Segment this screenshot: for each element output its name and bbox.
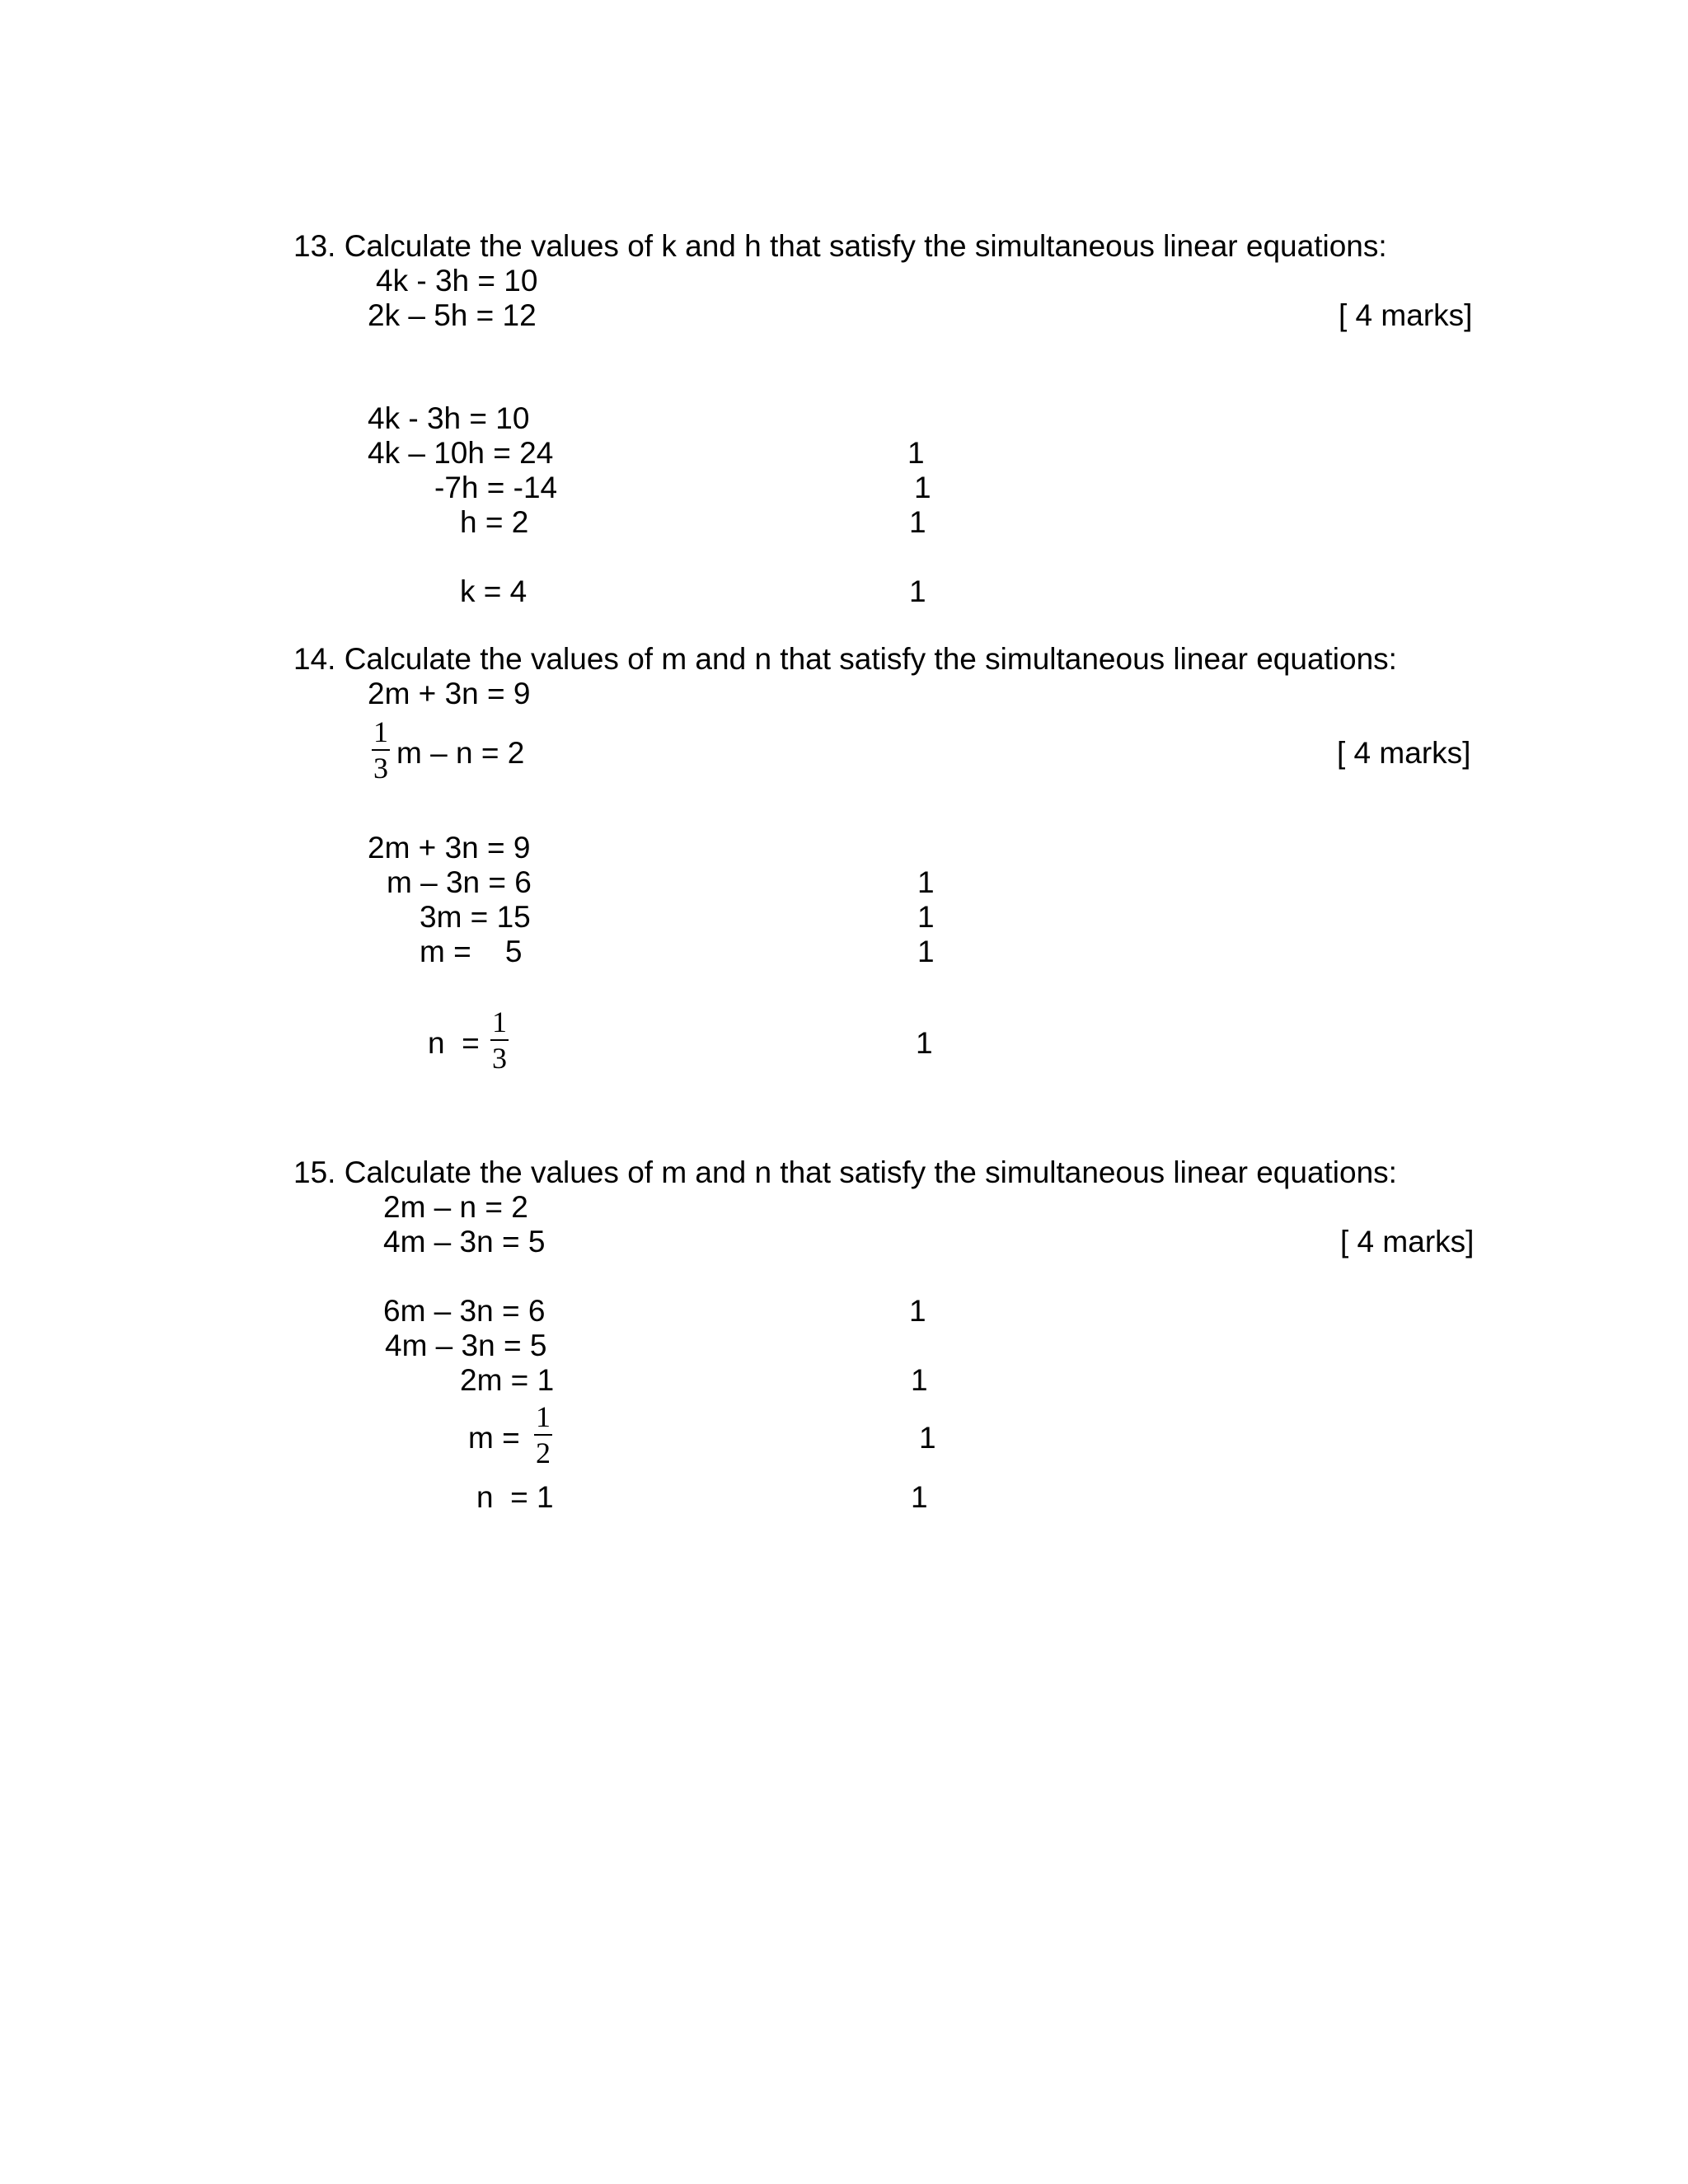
question-13-working-line: h = 2 [460,505,529,539]
question-14-working-line: m = 5 [420,935,523,968]
question-14-working-mark: 1 [917,900,935,934]
question-13-working-line: -7h = -14 [434,471,558,504]
question-15-m-lhs: m = [468,1421,520,1455]
question-14-final-mark: 1 [916,1026,933,1060]
question-14-prompt: 14. Calculate the values of m and n that satisfy the simultaneous linear equations: [293,642,1397,676]
question-14-working-line: m – 3n = 6 [387,865,532,899]
question-15-working-line: 6m – 3n = 6 [383,1294,546,1328]
question-15-working-mark: 1 [909,1294,926,1328]
fraction-bar [534,1434,552,1436]
fraction-denominator: 2 [536,1436,551,1469]
question-14-equation-2: m – n = 2 [396,736,525,770]
question-13-working-mark: 1 [907,436,925,470]
question-14-final-lhs: n = [428,1026,480,1060]
question-15-working-line: 2m = 1 [460,1363,555,1397]
fraction-bar [490,1039,509,1041]
question-14-equation-1: 2m + 3n = 9 [368,677,531,710]
question-13-working-mark: 1 [914,471,931,504]
question-15-equation-2: 4m – 3n = 5 [383,1225,546,1258]
fraction-numerator: 1 [536,1400,551,1433]
question-14-working-line: 3m = 15 [420,900,531,934]
question-15-n-line: n = 1 [476,1480,554,1514]
question-15-working-line: 4m – 3n = 5 [385,1329,547,1362]
question-15-marks: [ 4 marks] [1340,1225,1475,1258]
question-13-working-line: 4k – 10h = 24 [368,436,554,470]
question-15-prompt: 15. Calculate the values of m and n that satisfy the simultaneous linear equations: [293,1155,1397,1189]
question-13-working-mark: 1 [909,574,926,608]
question-14-marks: [ 4 marks] [1337,736,1471,770]
fraction-denominator: 3 [373,752,388,785]
question-13-working-line: k = 4 [460,574,528,608]
fraction-numerator: 1 [373,715,388,748]
question-13-marks: [ 4 marks] [1339,298,1473,332]
question-15-working-mark: 1 [911,1363,928,1397]
question-14-working-mark: 1 [917,935,935,968]
question-13-equation-1: 4k - 3h = 10 [376,264,538,298]
question-13-prompt: 13. Calculate the values of k and h that satisfy the simultaneous linear equations: [293,229,1387,263]
question-13-equation-2: 2k – 5h = 12 [368,298,537,332]
fraction-numerator: 1 [492,1005,507,1038]
question-13-working-line: 4k - 3h = 10 [368,401,530,435]
question-14-working-line: 2m + 3n = 9 [368,831,531,865]
fraction-denominator: 3 [492,1042,507,1075]
question-13-working-mark: 1 [909,505,926,539]
fraction-bar [372,749,390,751]
question-14-working-mark: 1 [917,865,935,899]
question-15-equation-1: 2m – n = 2 [383,1190,528,1224]
question-14-equation-2-fraction [370,716,392,784]
question-14-final-fraction [489,1006,510,1074]
question-15-m-fraction [532,1401,554,1469]
question-15-n-mark: 1 [911,1480,928,1514]
question-15-m-mark: 1 [919,1421,936,1455]
